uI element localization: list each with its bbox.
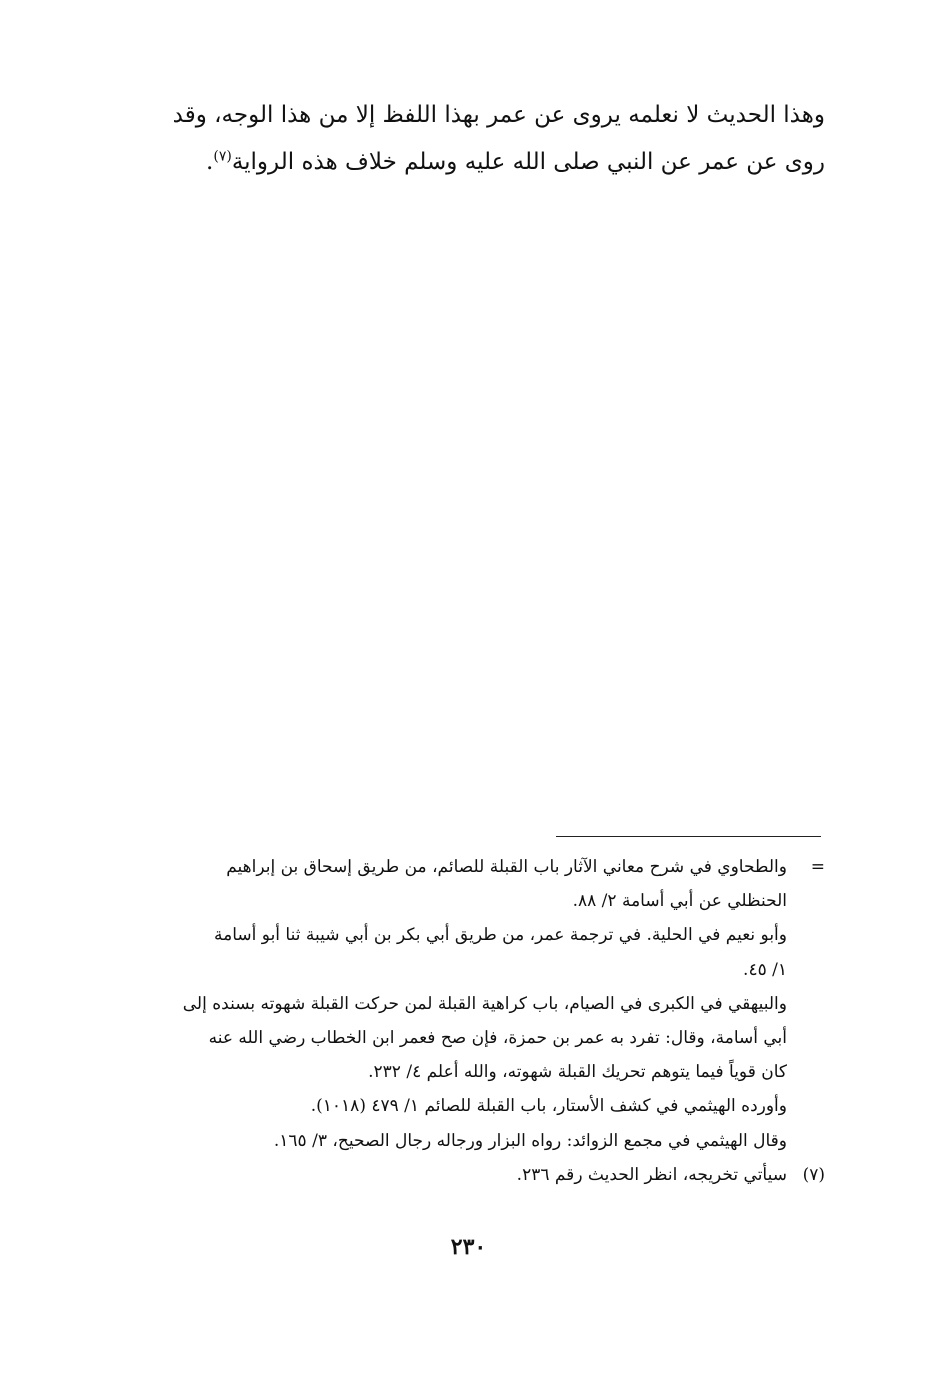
footnote-separator bbox=[556, 836, 821, 837]
footnote-line-text: والبيهقي في الكبرى في الصيام، باب كراهية القبلة لمن حركت القبلة شهوته بسنده إلى bbox=[182, 993, 787, 1014]
page-number: ٢٣٠ bbox=[450, 1234, 487, 1260]
main-paragraph bbox=[119, 92, 825, 186]
footnote-line bbox=[113, 953, 825, 987]
footnotes-section bbox=[113, 850, 825, 1192]
footnote-line-text: الحنظلي عن أبي أسامة ٢/ ٨٨. bbox=[572, 891, 787, 912]
footnote-line bbox=[113, 1055, 825, 1089]
footnote-line-text: وأبو نعيم في الحلية. في ترجمة عمر، من طريق أبي بكر بن أبي شيبة ثنا أبو أسامة bbox=[214, 925, 787, 946]
footnote-reference-7: (٧) bbox=[213, 148, 232, 165]
main-text-line-2-end: . bbox=[206, 149, 214, 175]
footnote-line bbox=[113, 1021, 825, 1055]
footnote-line-text: كان قوياً فيما يتوهم تحريك القبلة شهوته، والله أعلم ٤/ ٢٣٢. bbox=[368, 1062, 787, 1083]
footnote-7-text: سيأتي تخريجه، انظر الحديث رقم ٢٣٦. bbox=[516, 1164, 787, 1185]
footnote-line bbox=[113, 850, 825, 884]
main-text-line-2 bbox=[119, 139, 825, 186]
footnote-line-text: وقال الهيثمي في مجمع الزوائد: رواه البزار ورجاله رجال الصحيح، ٣/ ١٦٥. bbox=[273, 1130, 787, 1151]
footnote-line bbox=[113, 918, 825, 952]
footnote-line-text: أبي أسامة، وقال: تفرد به عمر بن حمزة، فإن صح فعمر ابن الخطاب رضي الله عنه bbox=[208, 1028, 787, 1049]
main-text-line-2-body: روى عن عمر عن النبي صلى الله عليه وسلم خلاف هذه الرواية bbox=[231, 149, 825, 175]
footnote-7 bbox=[113, 1158, 825, 1192]
footnote-line-text: والطحاوي في شرح معاني الآثار باب القبلة للصائم، من طريق إسحاق بن إبراهيم bbox=[226, 857, 787, 877]
footnote-line bbox=[113, 1089, 825, 1123]
footnote-line-text: ١/ ٤٥. bbox=[743, 959, 787, 980]
continuation-marker: = bbox=[810, 857, 825, 877]
footnote-line bbox=[113, 1124, 825, 1158]
footnote-line-text: وأورده الهيثمي في كشف الأستار، باب القبلة للصائم ١/ ٤٧٩ (١٠١٨). bbox=[310, 1096, 787, 1117]
footnote-line bbox=[113, 987, 825, 1021]
footnote-7-marker: (٧) bbox=[802, 1164, 825, 1185]
footnote-line bbox=[113, 884, 825, 918]
main-text-line-1: وهذا الحديث لا نعلمه يروى عن عمر بهذا اللفظ إلا من هذا الوجه، وقد bbox=[172, 102, 825, 128]
